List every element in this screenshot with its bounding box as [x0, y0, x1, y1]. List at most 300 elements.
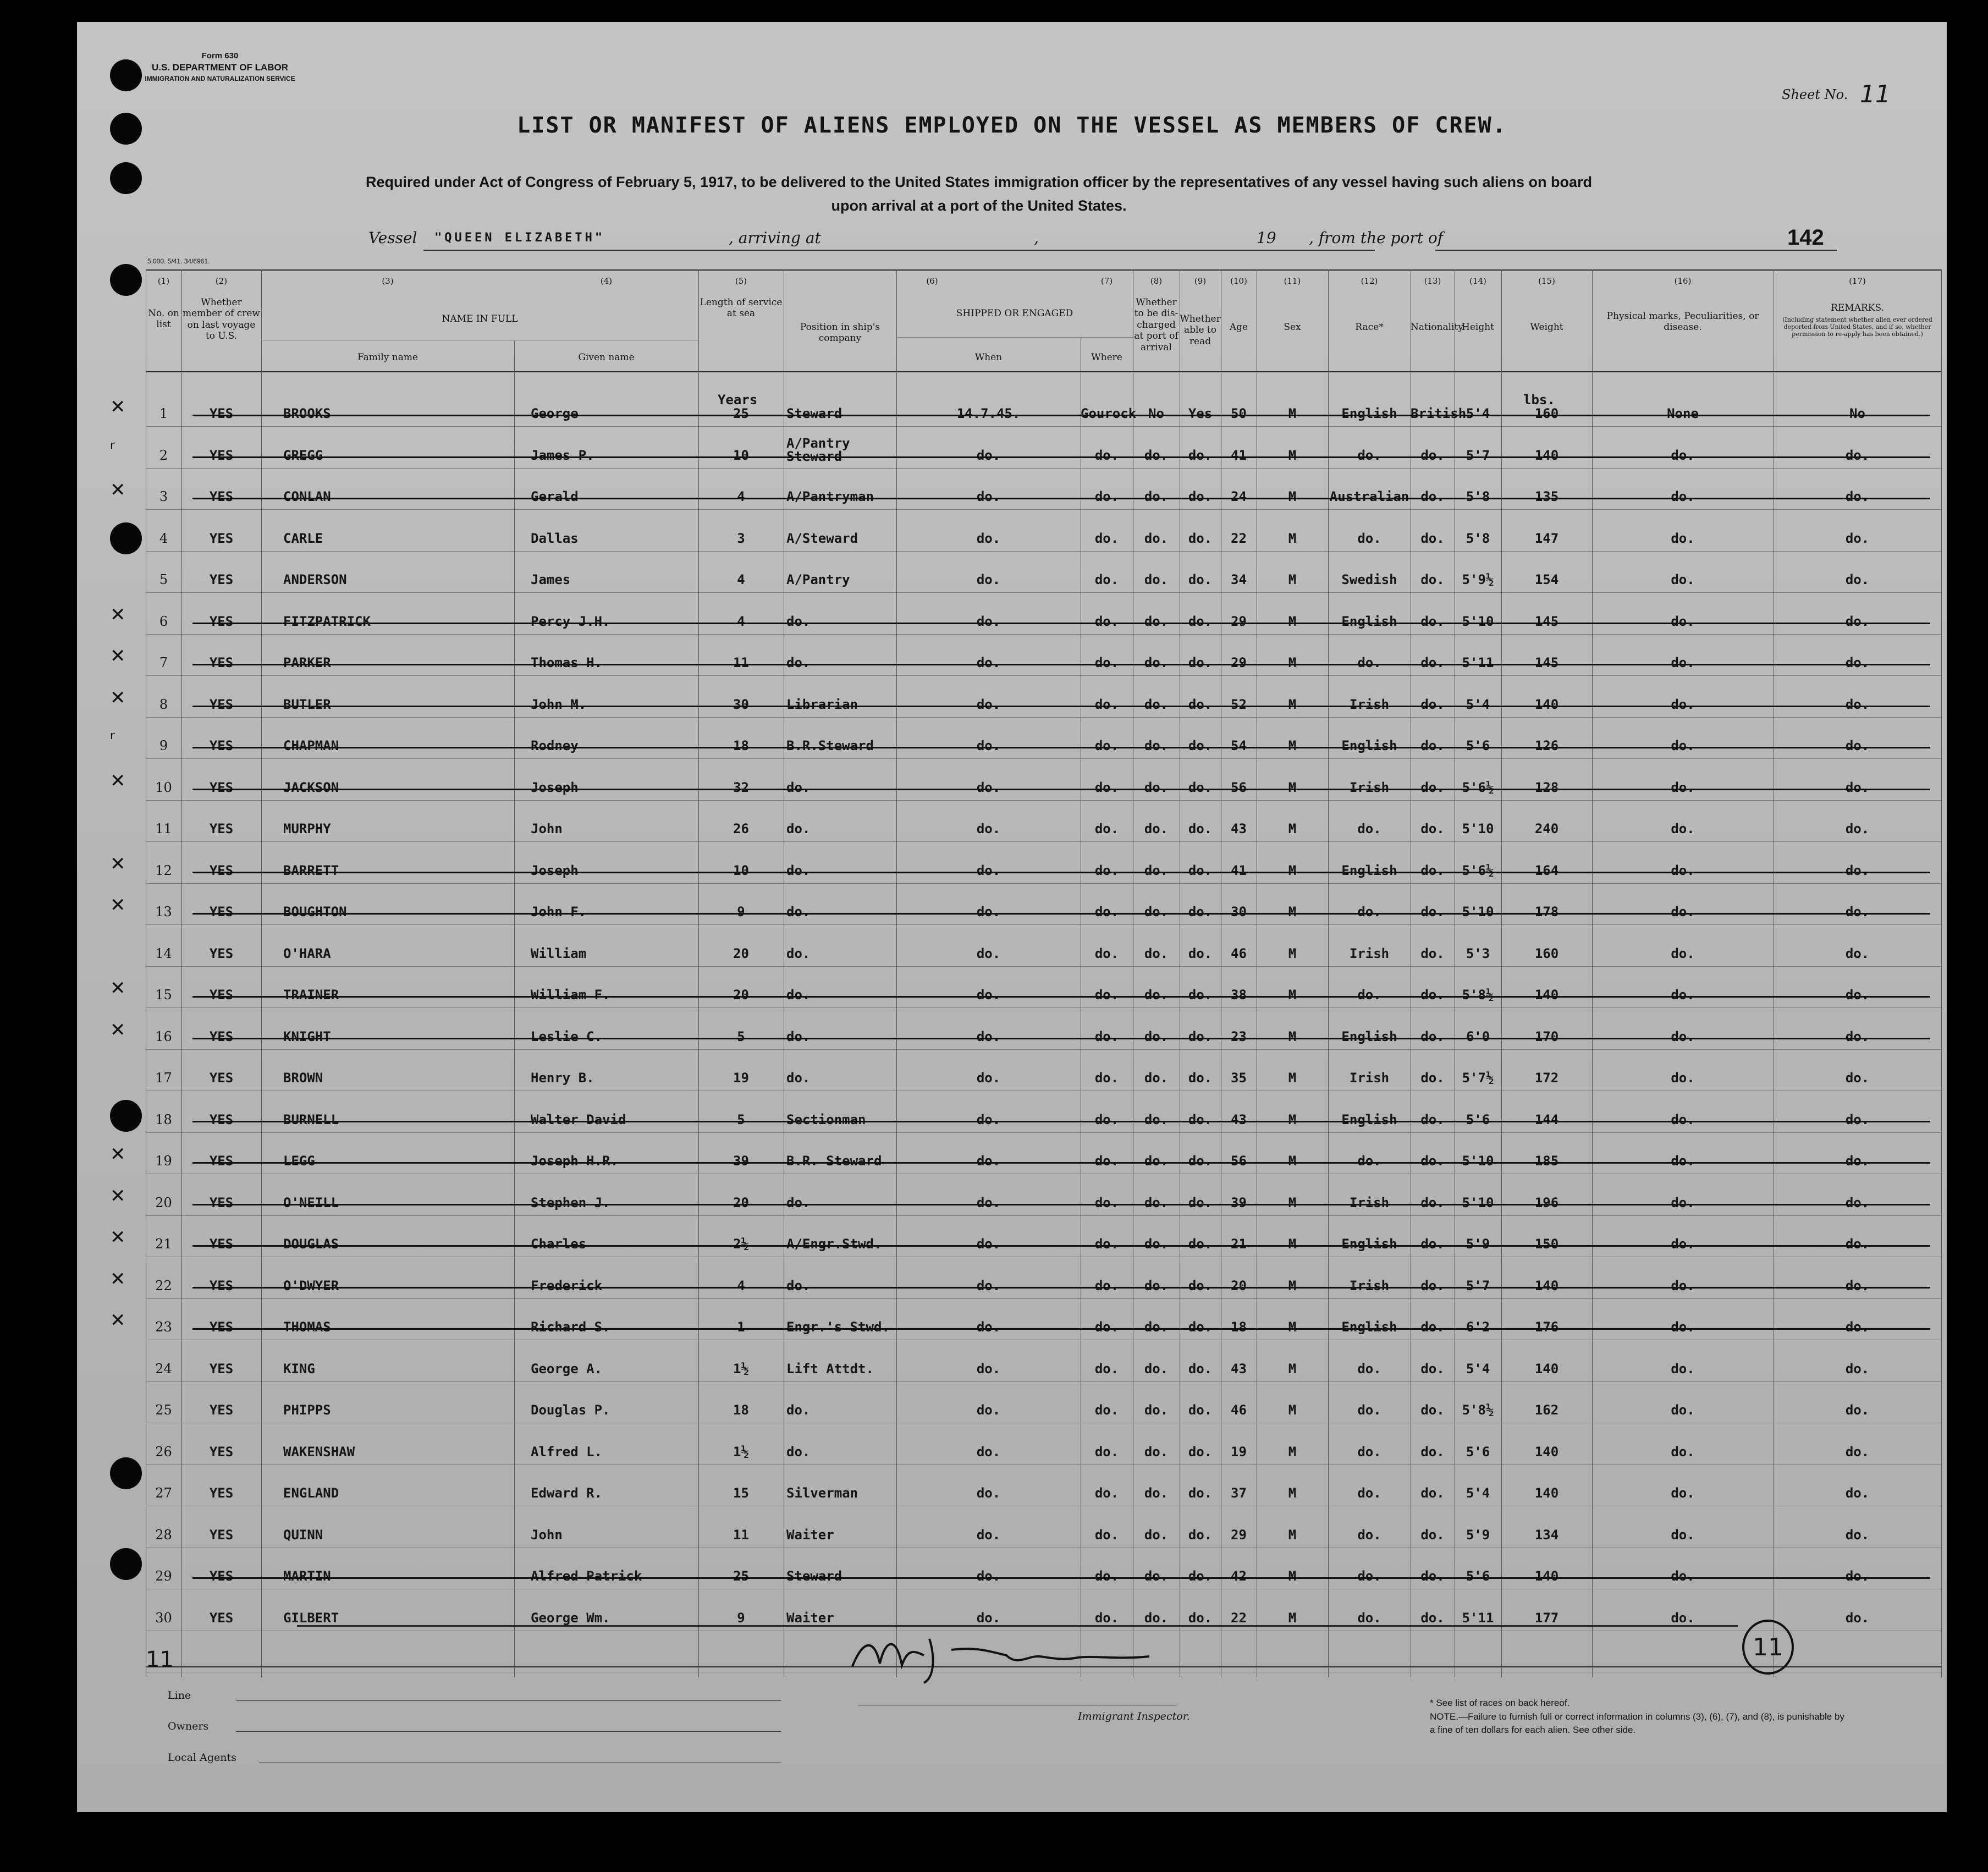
cell-physical: do.	[1671, 447, 1695, 463]
cell-race: English	[1341, 1111, 1397, 1127]
cell-given: Edward R.	[531, 1485, 603, 1501]
cell-age: 30	[1231, 904, 1247, 920]
cell-nationality: do.	[1420, 1485, 1445, 1501]
circled-number	[1738, 1617, 1798, 1677]
cell-discharged: do.	[1144, 1568, 1169, 1584]
cell-family: LEGG	[283, 1153, 315, 1169]
punch-hole	[110, 264, 142, 296]
cell-read: do.	[1188, 821, 1213, 836]
cell-where: do.	[1094, 1402, 1119, 1418]
tick-mark-icon: ✕	[110, 1226, 126, 1248]
strike-through-line	[192, 1245, 1930, 1247]
cell-age: 41	[1231, 447, 1247, 463]
cell-age: 22	[1231, 1610, 1247, 1626]
cell-member: YES	[209, 1319, 234, 1335]
cell-position: A/Engr.Stwd.	[786, 1236, 882, 1252]
cell-sex: M	[1288, 489, 1297, 504]
cell-discharged: do.	[1144, 1153, 1169, 1169]
cell-age: 34	[1231, 572, 1247, 587]
vessel-name: "QUEEN ELIZABETH"	[434, 231, 605, 245]
sheet-number	[1782, 77, 1891, 108]
cell-weight: 178	[1534, 904, 1559, 920]
cell-remarks: do.	[1845, 862, 1870, 878]
cell-position: do.	[786, 904, 811, 920]
cell-when: do.	[976, 1568, 1001, 1584]
cell-sex: M	[1288, 613, 1297, 629]
cell-nationality: do.	[1420, 987, 1445, 1003]
cell-race: do.	[1357, 655, 1381, 670]
cell-length: 1½	[733, 1361, 749, 1377]
cell-race: English	[1341, 862, 1397, 878]
cell-age: 29	[1231, 655, 1247, 670]
cell-nationality: do.	[1420, 1610, 1445, 1626]
cell-nationality: do.	[1420, 821, 1445, 836]
cell-member: YES	[209, 738, 234, 753]
header-remarks-note: (Including statement whether alien ever ordered deported from United States, and if so, whether permission to re-apply has been obtained.)	[1782, 316, 1932, 338]
row-rule	[146, 592, 1941, 593]
cell-weight: 160	[1534, 406, 1559, 421]
cell-remarks: do.	[1845, 1236, 1870, 1252]
cell-member: YES	[209, 489, 234, 504]
cell-where: do.	[1094, 1028, 1119, 1044]
cell-given: William F.	[531, 987, 610, 1003]
cell-age: 24	[1231, 489, 1247, 504]
cell-physical: do.	[1671, 530, 1695, 546]
strike-through-line	[192, 664, 1930, 665]
tick-mark-icon: ✕	[110, 977, 126, 999]
header-family-name: Family name	[357, 352, 418, 363]
cell-age: 52	[1231, 696, 1247, 712]
cell-length: 4	[737, 489, 745, 504]
strike-through-line	[192, 1162, 1930, 1164]
cell-physical: None	[1667, 406, 1699, 421]
column-rule	[261, 269, 262, 1677]
cell-discharged: do.	[1144, 904, 1169, 920]
cell-length: 18	[733, 738, 749, 753]
cell-position: Lift Attdt.	[786, 1361, 874, 1377]
cell-age: 38	[1231, 987, 1247, 1003]
cell-family: GILBERT	[283, 1610, 339, 1626]
cell-physical: do.	[1671, 696, 1695, 712]
cell-discharged: do.	[1144, 945, 1169, 961]
cell-discharged: do.	[1144, 1028, 1169, 1044]
cell-sex: M	[1288, 987, 1297, 1003]
cell-where: do.	[1094, 572, 1119, 587]
cell-weight: 164	[1534, 862, 1559, 878]
cell-weight: 140	[1534, 1568, 1559, 1584]
cell-age: 54	[1231, 738, 1247, 753]
cell-when: do.	[976, 1485, 1001, 1501]
cell-position: do.	[786, 613, 811, 629]
cell-no: 23	[155, 1319, 172, 1335]
cell-height: 5'6½	[1462, 779, 1494, 795]
cell-length: 9	[737, 904, 745, 920]
cell-position: Waiter	[786, 1527, 834, 1543]
cell-race: do.	[1357, 821, 1381, 836]
cell-family: JACKSON	[283, 779, 339, 795]
cell-height: 5'9½	[1462, 572, 1494, 587]
column-number: (14)	[1469, 276, 1486, 286]
column-rule	[1941, 269, 1942, 1677]
cell-no: 17	[155, 1070, 172, 1086]
cell-discharged: do.	[1144, 489, 1169, 504]
cell-physical: do.	[1671, 738, 1695, 753]
cell-weight: 170	[1534, 1028, 1559, 1044]
cell-when: do.	[976, 904, 1001, 920]
cell-nationality: do.	[1420, 1028, 1445, 1044]
cell-height: 5'10	[1462, 613, 1494, 629]
cell-sex: M	[1288, 696, 1297, 712]
inspector-signature	[841, 1617, 1171, 1688]
column-rule	[1328, 269, 1329, 1677]
cell-given: James	[531, 572, 571, 587]
header-name-in-full: NAME IN FULL	[442, 313, 518, 324]
column-number: (16)	[1674, 276, 1692, 286]
cell-length: 26	[733, 821, 749, 836]
cell-remarks: do.	[1845, 1319, 1870, 1335]
cell-given: John	[531, 1527, 563, 1543]
cell-nationality: do.	[1420, 1111, 1445, 1127]
cell-position: A/Pantryman	[786, 489, 874, 504]
cell-discharged: do.	[1144, 447, 1169, 463]
cell-family: BROOKS	[283, 406, 331, 421]
cell-given: John F.	[531, 904, 587, 920]
cell-weight: 177	[1534, 1610, 1559, 1626]
cell-member: YES	[209, 1070, 234, 1086]
header-height: Height	[1462, 322, 1494, 333]
cell-read: do.	[1188, 489, 1213, 504]
cell-remarks: do.	[1845, 1153, 1870, 1169]
cell-read: do.	[1188, 1236, 1213, 1252]
strike-through-line	[192, 456, 1930, 458]
cell-physical: do.	[1671, 1444, 1695, 1460]
cell-weight: 144	[1534, 1111, 1559, 1127]
cell-physical: do.	[1671, 1610, 1695, 1626]
cell-age: 42	[1231, 1568, 1247, 1584]
cell-family: BOUGHTON	[283, 904, 347, 920]
cell-weight: 126	[1534, 738, 1559, 753]
cell-remarks: do.	[1845, 1111, 1870, 1127]
cell-sex: M	[1288, 1402, 1297, 1418]
punch-hole	[110, 1100, 142, 1132]
tick-mark-icon: ✕	[110, 645, 126, 667]
row-rule	[146, 966, 1941, 967]
cell-nationality: do.	[1420, 696, 1445, 712]
cell-when: do.	[976, 1527, 1001, 1543]
cell-weight: 172	[1534, 1070, 1559, 1086]
cell-no: 27	[155, 1485, 172, 1501]
cell-when: do.	[976, 945, 1001, 961]
table-top-rule	[146, 269, 1941, 271]
cell-sex: M	[1288, 1153, 1297, 1169]
cell-position: do.	[786, 821, 811, 836]
cell-length: 10	[733, 862, 749, 878]
cell-race: do.	[1357, 1485, 1381, 1501]
cell-position: Librarian	[786, 696, 858, 712]
cell-no: 20	[155, 1194, 172, 1210]
cell-position: B.R. Steward	[786, 1153, 882, 1169]
cell-remarks: do.	[1845, 987, 1870, 1003]
cell-weight: 147	[1534, 530, 1559, 546]
cell-given: Percy J.H.	[531, 613, 610, 629]
cell-no: 9	[159, 738, 168, 753]
cell-family: BUTLER	[283, 696, 331, 712]
cell-height: 5'4	[1466, 1485, 1490, 1501]
column-number: (7)	[1100, 276, 1113, 286]
cell-sex: M	[1288, 1568, 1297, 1584]
cell-where: do.	[1094, 1568, 1119, 1584]
cell-read: do.	[1188, 1610, 1213, 1626]
cell-member: YES	[209, 1028, 234, 1044]
cell-where: do.	[1094, 655, 1119, 670]
punch-hole	[110, 162, 142, 194]
cell-weight: 150	[1534, 1236, 1559, 1252]
cell-remarks: do.	[1845, 945, 1870, 961]
cell-where: do.	[1094, 1485, 1119, 1501]
row-rule	[146, 717, 1941, 718]
cell-member: YES	[209, 1111, 234, 1127]
cell-member: YES	[209, 1236, 234, 1252]
cell-position: do.	[786, 1402, 811, 1418]
row-rule	[146, 883, 1941, 884]
cell-position: A/Steward	[786, 530, 858, 546]
cell-member: YES	[209, 1194, 234, 1210]
cell-weight: 176	[1534, 1319, 1559, 1335]
row-rule	[146, 924, 1941, 925]
cell-race: Irish	[1349, 779, 1390, 795]
cell-race: do.	[1357, 1610, 1381, 1626]
cell-sex: M	[1288, 945, 1297, 961]
unit-years: Years	[718, 392, 758, 408]
cell-family: BROWN	[283, 1070, 323, 1086]
column-rule	[181, 269, 182, 1677]
cell-length: 10	[733, 447, 749, 463]
cell-remarks: do.	[1845, 738, 1870, 753]
cell-age: 50	[1231, 406, 1247, 421]
cell-when: do.	[976, 738, 1001, 753]
row-rule	[146, 426, 1941, 427]
cell-position: B.R.Steward	[786, 738, 874, 753]
cell-length: 32	[733, 779, 749, 795]
cell-nationality: do.	[1420, 1444, 1445, 1460]
cell-discharged: do.	[1144, 987, 1169, 1003]
cell-length: 2½	[733, 1236, 749, 1252]
penalty-note: NOTE.—Failure to furnish full or correct information in columns (3), (6), (7), and (8), is punishable by a fine of ten dollars for each alien. See other side.	[1430, 1711, 1844, 1736]
cell-where: do.	[1094, 945, 1119, 961]
cell-given: Joseph H.R.	[531, 1153, 618, 1169]
cell-where: do.	[1094, 1319, 1119, 1335]
cell-discharged: do.	[1144, 1278, 1169, 1293]
cell-physical: do.	[1671, 1236, 1695, 1252]
header-member-last-voyage: Whether member of crew on last voyage to U.S.	[183, 297, 260, 342]
cell-race: English	[1341, 738, 1397, 753]
cell-when: do.	[976, 1278, 1001, 1293]
cell-age: 23	[1231, 1028, 1247, 1044]
cell-position: do.	[786, 1194, 811, 1210]
cell-when: do.	[976, 821, 1001, 836]
cell-age: 39	[1231, 1194, 1247, 1210]
cell-discharged: do.	[1144, 1527, 1169, 1543]
cell-when: do.	[976, 779, 1001, 795]
cell-no: 22	[155, 1278, 172, 1293]
cell-weight: 134	[1534, 1527, 1559, 1543]
cell-family: CHAPMAN	[283, 738, 339, 753]
strike-through-line	[192, 747, 1930, 748]
cell-when: do.	[976, 530, 1001, 546]
cell-height: 5'6	[1466, 1444, 1490, 1460]
cell-age: 41	[1231, 862, 1247, 878]
cell-length: 4	[737, 1278, 745, 1293]
cell-weight: 185	[1534, 1153, 1559, 1169]
cell-when: do.	[976, 987, 1001, 1003]
department-name: U.S. DEPARTMENT OF LABOR	[151, 62, 289, 73]
cell-height: 5'9	[1466, 1527, 1490, 1543]
cell-read: Yes	[1188, 406, 1213, 421]
cell-member: YES	[209, 1278, 234, 1293]
cell-sex: M	[1288, 1028, 1297, 1044]
cell-height: 5'8½	[1462, 987, 1494, 1003]
cell-height: 5'6	[1466, 1111, 1490, 1127]
cell-discharged: No	[1148, 406, 1164, 421]
cell-sex: M	[1288, 406, 1297, 421]
inspector-label: Immigrant Inspector.	[1078, 1710, 1190, 1722]
cell-race: Irish	[1349, 1278, 1390, 1293]
cell-read: do.	[1188, 1444, 1213, 1460]
table-header-rule	[146, 371, 1941, 372]
cell-where: do.	[1094, 1444, 1119, 1460]
cell-weight: 154	[1534, 572, 1559, 587]
cell-position: do.	[786, 1278, 811, 1293]
cell-race: do.	[1357, 1527, 1381, 1543]
cell-read: do.	[1188, 945, 1213, 961]
cell-physical: do.	[1671, 862, 1695, 878]
arriving-label: , arriving at	[729, 229, 821, 247]
header-given-name: Given name	[578, 352, 635, 363]
cell-where: do.	[1094, 1070, 1119, 1086]
cell-discharged: do.	[1144, 1444, 1169, 1460]
cell-no: 8	[159, 696, 168, 712]
cell-age: 29	[1231, 613, 1247, 629]
cell-height: 5'10	[1462, 1153, 1494, 1169]
column-number: (13)	[1424, 276, 1441, 286]
cell-family: O'HARA	[283, 945, 331, 961]
unit-lbs: lbs.	[1523, 392, 1555, 408]
cell-discharged: do.	[1144, 1319, 1169, 1335]
cell-race: English	[1341, 406, 1397, 421]
cell-member: YES	[209, 904, 234, 920]
column-rule	[1501, 269, 1502, 1677]
cell-nationality: do.	[1420, 1527, 1445, 1543]
print-code: 5,000. 5/41. 34/6961.	[147, 257, 210, 265]
local-agents-label: Local Agents	[168, 1752, 236, 1764]
cell-given: Alfred Patrick	[531, 1568, 642, 1584]
cell-nationality: do.	[1420, 945, 1445, 961]
cell-length: 18	[733, 1402, 749, 1418]
header-sex: Sex	[1284, 322, 1301, 333]
cell-sex: M	[1288, 779, 1297, 795]
cell-physical: do.	[1671, 987, 1695, 1003]
cell-where: do.	[1094, 447, 1119, 463]
cell-discharged: do.	[1144, 821, 1169, 836]
cell-when: do.	[976, 1236, 1001, 1252]
cell-weight: 140	[1534, 1361, 1559, 1377]
cell-member: YES	[209, 1610, 234, 1626]
cell-family: THOMAS	[283, 1319, 331, 1335]
cell-height: 6'0	[1466, 1028, 1490, 1044]
crew-table	[146, 269, 1941, 1677]
cell-family: MURPHY	[283, 821, 331, 836]
cell-discharged: do.	[1144, 696, 1169, 712]
cell-remarks: do.	[1845, 655, 1870, 670]
column-rule	[896, 269, 897, 1677]
cell-length: 5	[737, 1028, 745, 1044]
cell-member: YES	[209, 655, 234, 670]
cell-height: 5'4	[1466, 1361, 1490, 1377]
cell-nationality: do.	[1420, 1402, 1445, 1418]
tick-mark-icon: ✕	[110, 396, 126, 418]
cell-where: do.	[1094, 738, 1119, 753]
cell-weight: 140	[1534, 1444, 1559, 1460]
cell-remarks: do.	[1845, 1485, 1870, 1501]
cell-age: 21	[1231, 1236, 1247, 1252]
cell-remarks: do.	[1845, 1610, 1870, 1626]
cell-nationality: do.	[1420, 613, 1445, 629]
cell-family: BURNELL	[283, 1111, 339, 1127]
cell-no: 21	[155, 1236, 172, 1252]
cell-no: 28	[155, 1527, 172, 1543]
cell-read: do.	[1188, 1070, 1213, 1086]
cell-race: do.	[1357, 1153, 1381, 1169]
row-rule	[146, 841, 1941, 842]
cell-read: do.	[1188, 987, 1213, 1003]
cell-age: 43	[1231, 821, 1247, 836]
cell-race: do.	[1357, 1361, 1381, 1377]
cell-member: YES	[209, 779, 234, 795]
cell-height: 5'11	[1462, 1610, 1494, 1626]
strike-through-line	[192, 415, 1930, 416]
cell-sex: M	[1288, 1236, 1297, 1252]
cell-family: O'DWYER	[283, 1278, 339, 1293]
manifest-sheet	[77, 22, 1947, 1812]
cell-when: do.	[976, 696, 1001, 712]
cell-sex: M	[1288, 1194, 1297, 1210]
strike-through-line	[192, 996, 1930, 998]
cell-member: YES	[209, 696, 234, 712]
row-rule	[146, 634, 1941, 635]
cell-length: 19	[733, 1070, 749, 1086]
footer-note	[1430, 1697, 1848, 1737]
cell-weight: 140	[1534, 696, 1559, 712]
strike-through-line	[192, 498, 1930, 499]
cell-no: 1	[159, 406, 168, 421]
cell-given: John M.	[531, 696, 587, 712]
subtitle-line-1: Required under Act of Congress of February 5, 1917, to be delivered to the United States immigration officer by the representatives of any vessel having such aliens on board	[365, 174, 1593, 190]
cell-position: do.	[786, 1444, 811, 1460]
header-remarks: REMARKS.	[1831, 302, 1884, 313]
cell-given: George A.	[531, 1361, 603, 1377]
cell-where: do.	[1094, 779, 1119, 795]
cell-no: 30	[155, 1610, 172, 1626]
cell-physical: do.	[1671, 1070, 1695, 1086]
cell-family: O'NEILL	[283, 1194, 339, 1210]
cell-race: do.	[1357, 1444, 1381, 1460]
document-title: LIST OR MANIFEST OF ALIENS EMPLOYED ON THE VESSEL AS MEMBERS OF CREW.	[517, 113, 1507, 138]
column-number: (3)	[382, 276, 394, 286]
cell-family: MARTIN	[283, 1568, 331, 1584]
column-number: (1)	[157, 276, 170, 286]
cell-physical: do.	[1671, 821, 1695, 836]
cell-given: Dallas	[531, 530, 579, 546]
